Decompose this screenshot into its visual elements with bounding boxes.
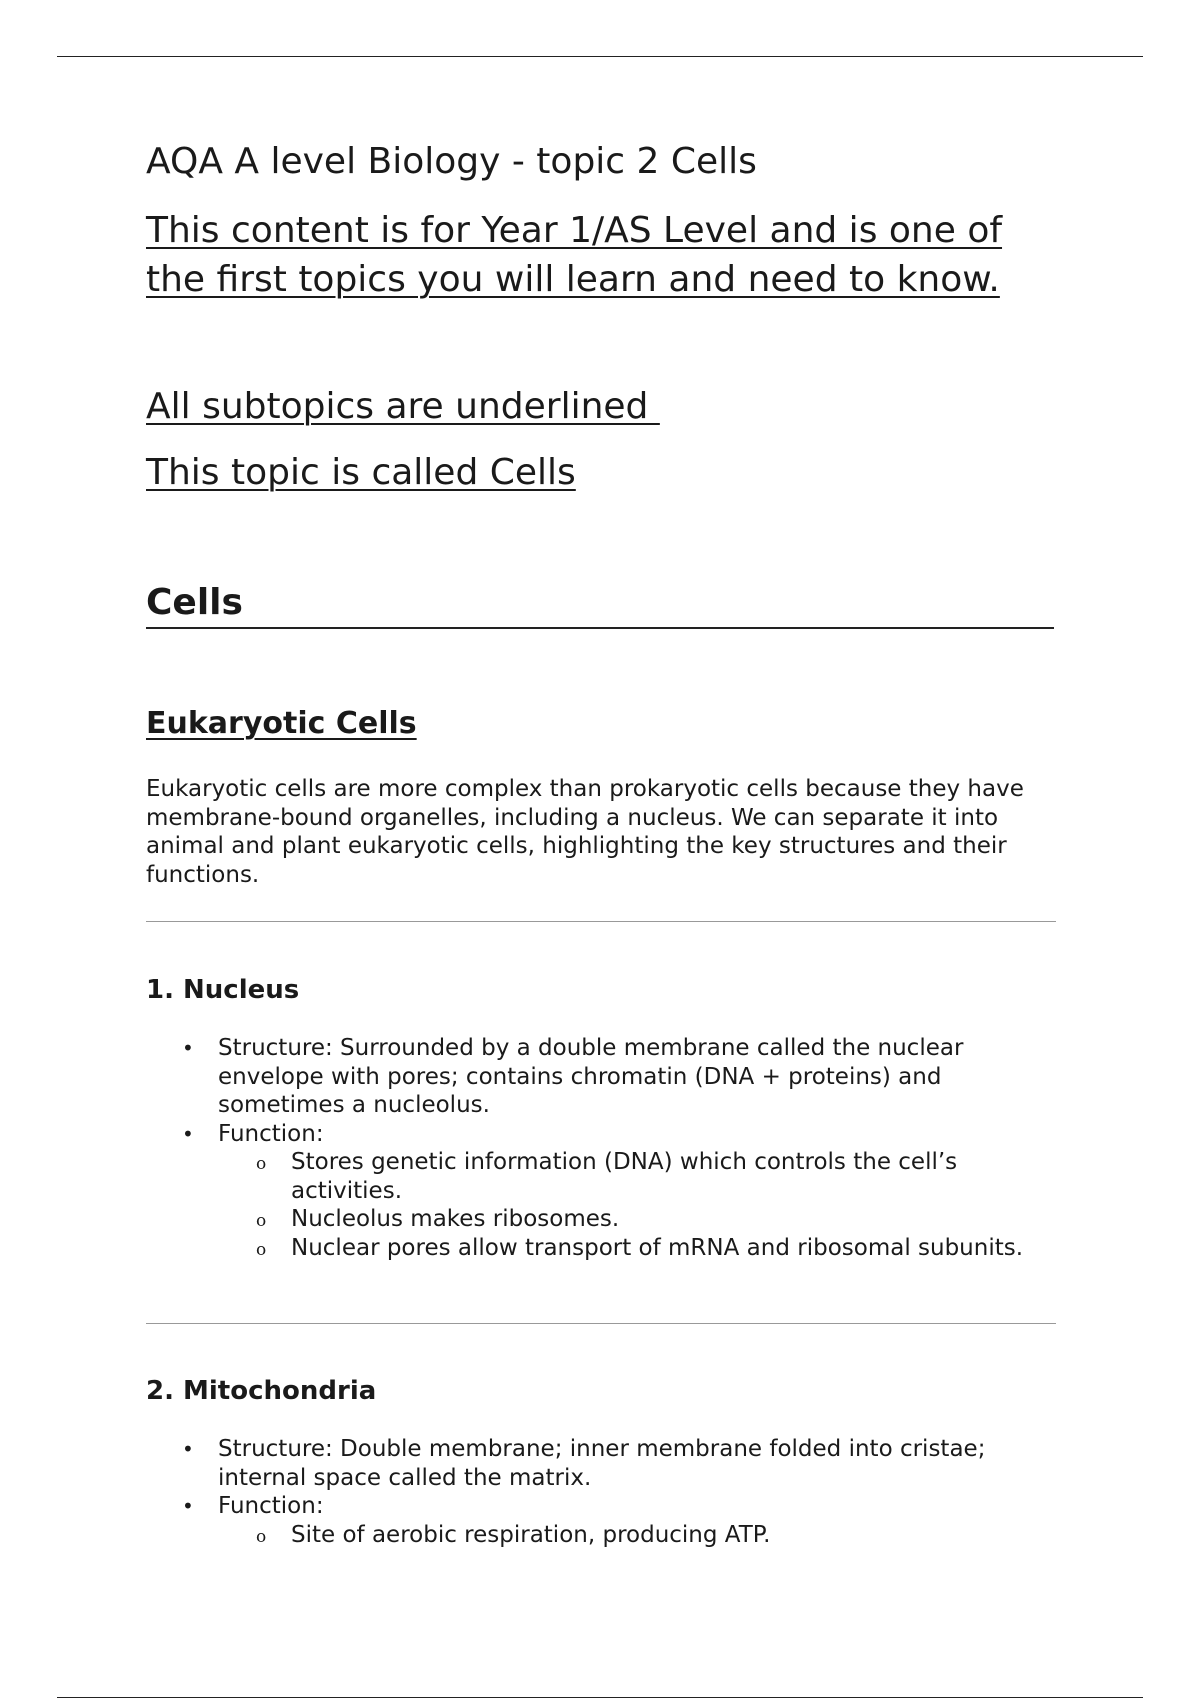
sub-bullet-marker: o	[256, 1211, 267, 1231]
structure-text: Structure: Surrounded by a double membrane called the nuclear envelope with pores; contains chromatin (DNA + proteins) and sometimes a nucleolus.	[218, 1035, 964, 1118]
year-level-note: This content is for Year 1/AS Level and is one of the first topics you will learn and need to know.	[146, 210, 1003, 300]
bullet-marker: •	[182, 1494, 194, 1518]
page-bottom-rule	[57, 1697, 1143, 1698]
section-heading-cells: Cells	[146, 581, 1054, 629]
sub-bullet-marker: o	[256, 1239, 267, 1260]
section-divider	[146, 921, 1056, 922]
document-title: AQA A level Biology - topic 2 Cells	[146, 141, 757, 182]
page-top-rule	[57, 56, 1143, 57]
list-item	[146, 1034, 1058, 1120]
function-text: Site of aerobic respiration, producing ATP.	[291, 1521, 771, 1548]
function-text: Nuclear pores allow transport of mRNA and ribosomal subunits.	[291, 1234, 1024, 1261]
sub-bullet-marker: o	[256, 1526, 267, 1547]
function-label: Function:	[218, 1493, 324, 1519]
sub-bullet-marker: o	[256, 1154, 267, 1174]
list-item	[146, 1435, 1058, 1492]
bullet-marker: •	[182, 1121, 194, 1146]
structure-text: Structure: Double membrane; inner membrane folded into cristae; internal space called the matrix.	[218, 1436, 986, 1491]
list-item	[146, 1492, 1058, 1521]
nucleus-bullet-list	[146, 1034, 1058, 1262]
organelle-heading-mitochondria: 2. Mitochondria	[146, 1376, 377, 1406]
subtopics-note: All subtopics are underlined	[146, 386, 660, 427]
function-text: Nucleolus makes ribosomes.	[291, 1206, 620, 1232]
function-text: Stores genetic information (DNA) which controls the cell’s activities.	[291, 1149, 958, 1204]
bullet-marker: •	[182, 1437, 194, 1461]
subtopic-heading-eukaryotic-cells: Eukaryotic Cells	[146, 706, 417, 741]
topic-name-note: This topic is called Cells	[146, 452, 576, 493]
mitochondria-bullet-list	[146, 1435, 1058, 1549]
organelle-heading-nucleus: 1. Nucleus	[146, 975, 300, 1005]
sub-list-item	[146, 1205, 1058, 1234]
section-divider	[146, 1323, 1056, 1324]
sub-list-item	[146, 1234, 1058, 1263]
function-label: Function:	[218, 1120, 324, 1147]
sub-list-item	[146, 1148, 1058, 1205]
sub-list-item	[146, 1521, 1058, 1550]
bullet-marker: •	[182, 1036, 194, 1060]
eukaryotic-intro-paragraph: Eukaryotic cells are more complex than prokaryotic cells because they have membrane-bound organelles, including a nucleus. We can separate it into animal and plant eukaryotic cells, highlighting the key structures and their functions.	[146, 776, 1024, 888]
list-item	[146, 1120, 1058, 1149]
